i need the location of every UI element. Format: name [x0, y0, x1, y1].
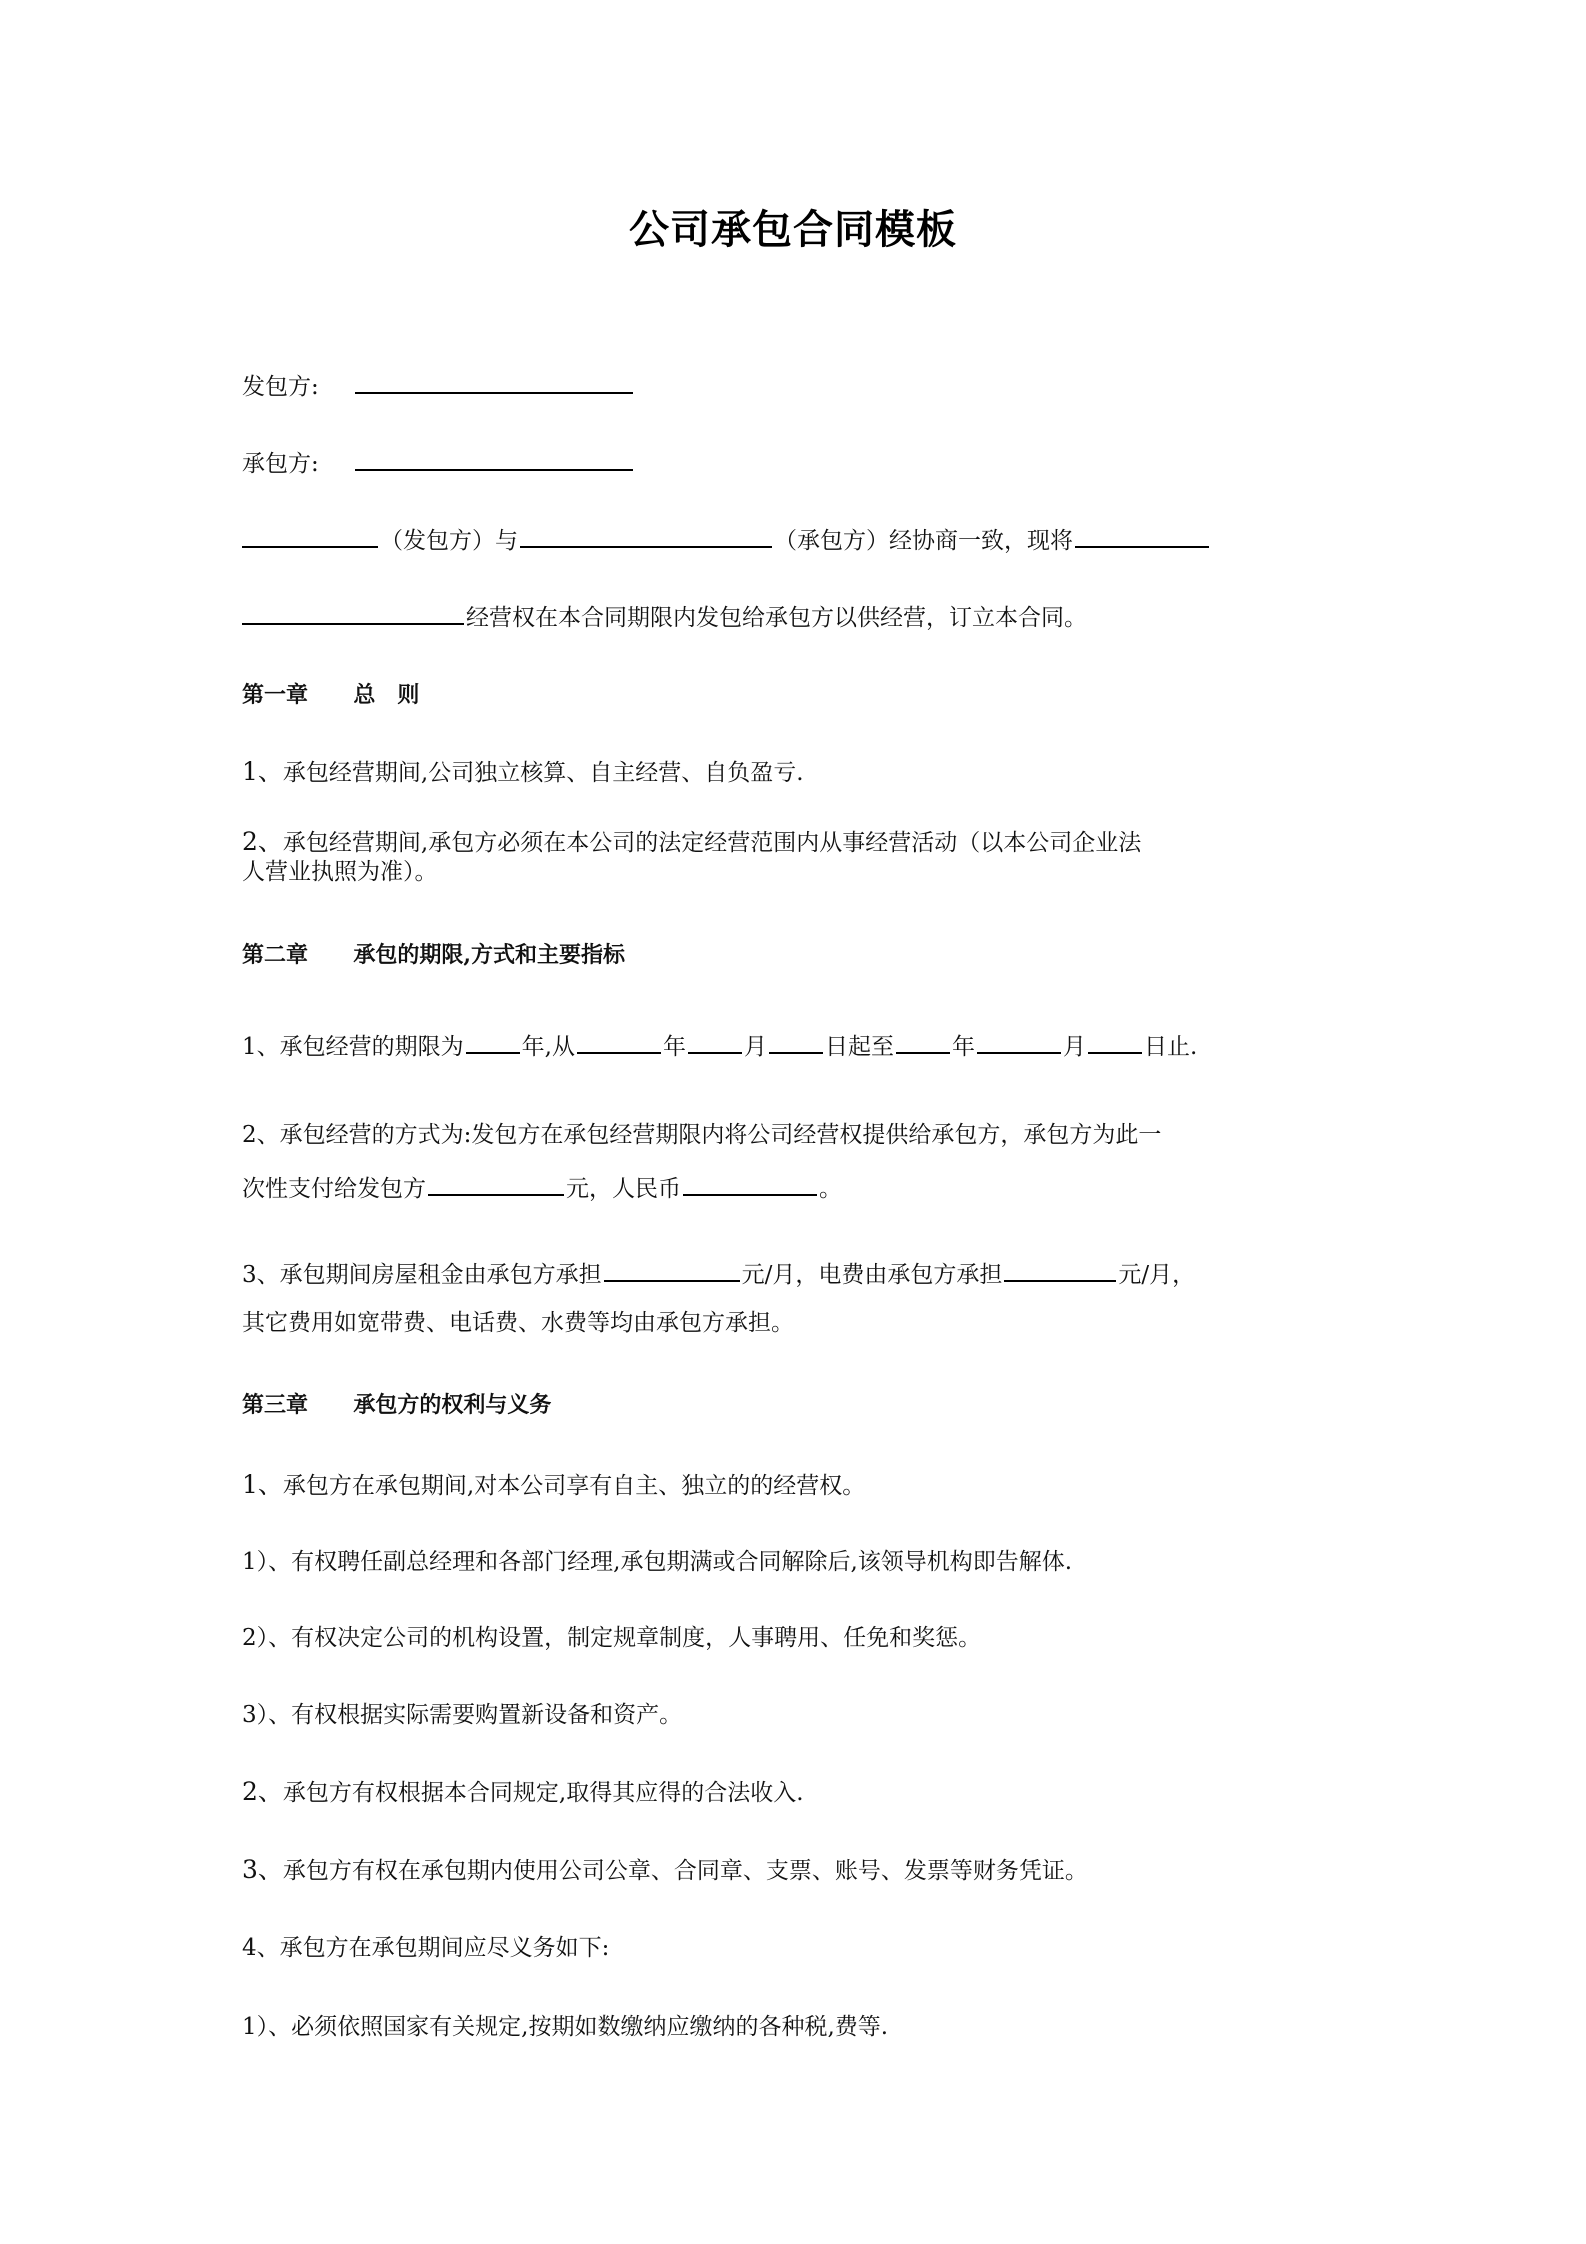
chapter-3-number: 第三章	[242, 1392, 309, 1418]
item-number: 2、	[242, 1777, 283, 1806]
chapter-2-item-2	[242, 1120, 1352, 1150]
item-text: 有权聘任副总经理和各部门经理,承包期满或合同解除后,该领导机构即告解体.	[291, 1549, 1073, 1575]
issuer-blank-field[interactable]	[355, 370, 633, 394]
term-text: 年,从	[521, 1034, 575, 1060]
contractor-label: 承包方:	[242, 451, 319, 477]
intro-contractor-blank[interactable]	[520, 524, 772, 548]
term-text: 日止.	[1143, 1034, 1198, 1060]
item-number: 1、	[242, 757, 283, 786]
issuer-line	[242, 370, 1352, 402]
intro-object-blank[interactable]	[1075, 524, 1209, 548]
chapter-1-item-2-cont	[242, 857, 1352, 887]
term-text: 年	[662, 1034, 686, 1060]
item-text: 次性支付给发包方	[242, 1176, 426, 1202]
issuer-label: 发包方:	[242, 374, 319, 400]
chapter-3-item	[242, 1855, 1352, 1886]
item-text: 有权根据实际需要购置新设备和资产。	[291, 1702, 683, 1728]
term-text: 年	[951, 1034, 975, 1060]
item-text: 。	[819, 1176, 842, 1202]
rent-amount-blank[interactable]	[604, 1258, 740, 1282]
item-text: 元/月，电费由承包方承担	[741, 1262, 1003, 1288]
item-number: 4、	[242, 1935, 280, 1961]
end-day-blank[interactable]	[1088, 1030, 1142, 1054]
chapter-2-item-3	[242, 1258, 1352, 1290]
contractor-line	[242, 447, 1352, 479]
chapter-3-item	[242, 1623, 1352, 1653]
chapter-1-item-1	[242, 757, 1352, 788]
item-text: 承包经营的方式为:发包方在承包经营期限内将公司经营权提供给承包方，承包方为此一	[279, 1122, 1162, 1148]
item-text-continued: 人营业执照为准）。	[242, 859, 438, 885]
item-number: 2、	[242, 1122, 280, 1148]
intro-object-blank-2[interactable]	[242, 601, 464, 625]
item-text: 其它费用如宽带费、电话费、水费等均由承包方承担。	[242, 1310, 794, 1336]
item-text: 元/月，	[1118, 1262, 1196, 1288]
term-text: 月	[1062, 1034, 1086, 1060]
intro-line-2	[242, 601, 1352, 633]
chapter-1-number: 第一章	[242, 682, 309, 708]
item-number: 3、	[242, 1855, 283, 1884]
chapter-2-number: 第二章	[242, 942, 309, 968]
payment-amount-blank[interactable]	[428, 1172, 564, 1196]
item-text: 必须依照国家有关规定,按期如数缴纳应缴纳的各种税,费等.	[291, 2014, 889, 2040]
end-month-blank[interactable]	[977, 1030, 1061, 1054]
electricity-amount-blank[interactable]	[1004, 1258, 1116, 1282]
chapter-2-heading	[242, 940, 1352, 970]
start-year-blank[interactable]	[577, 1030, 661, 1054]
chapter-2-title: 承包的期限,方式和主要指标	[353, 942, 626, 968]
end-year-blank[interactable]	[896, 1030, 950, 1054]
chapter-3-item	[242, 1700, 1352, 1730]
chapter-1-item-2	[242, 827, 1352, 858]
chapter-3-item	[242, 1933, 1352, 1963]
item-text: 承包经营期间,承包方必须在本公司的法定经营范围内从事经营活动（以本公司企业法	[282, 830, 1142, 856]
item-text: 承包经营期间,公司独立核算、自主经营、自负盈亏.	[282, 760, 804, 786]
item-number: 3、	[242, 1262, 280, 1288]
chapter-2-item-1	[242, 1030, 1352, 1062]
start-month-blank[interactable]	[688, 1030, 742, 1054]
chapter-3-title: 承包方的权利与义务	[353, 1392, 552, 1418]
chapter-1-title: 总 则	[353, 682, 420, 708]
item-text: 承包方有权在承包期内使用公司公章、合同章、支票、账号、发票等财务凭证。	[282, 1858, 1088, 1884]
chapter-3-item	[242, 2012, 1352, 2042]
chapter-3-heading	[242, 1390, 1352, 1420]
term-text: 日起至	[824, 1034, 894, 1060]
payment-rmb-blank[interactable]	[683, 1172, 817, 1196]
start-day-blank[interactable]	[769, 1030, 823, 1054]
item-number: 1）、	[242, 1549, 292, 1575]
term-text: 月	[743, 1034, 767, 1060]
contractor-blank-field[interactable]	[355, 447, 633, 471]
chapter-2-item-3-cont	[242, 1308, 1352, 1338]
chapter-3-item	[242, 1777, 1352, 1808]
intro-text-1: （发包方）与	[380, 528, 518, 554]
item-text: 承包方在承包期间应尽义务如下:	[279, 1935, 610, 1961]
item-number: 2）、	[242, 1625, 292, 1651]
intro-text-2: （承包方）经协商一致，现将	[774, 528, 1073, 554]
item-number: 1、	[242, 1470, 283, 1499]
chapter-3-item	[242, 1547, 1352, 1577]
item-text: 元，人民币	[566, 1176, 681, 1202]
item-number: 2、	[242, 827, 283, 856]
chapter-3-item	[242, 1470, 1352, 1501]
chapter-1-heading	[242, 680, 1352, 710]
item-number: 1）、	[242, 2014, 292, 2040]
item-number: 3）、	[242, 1702, 292, 1728]
intro-text-3: 经营权在本合同期限内发包给承包方以供经营，订立本合同。	[466, 605, 1087, 631]
intro-line-1	[242, 524, 1352, 556]
term-text: 承包经营的期限为	[279, 1034, 464, 1060]
document-title: 公司承包合同模板	[629, 207, 957, 253]
term-years-blank[interactable]	[466, 1030, 520, 1054]
item-text: 承包方有权根据本合同规定,取得其应得的合法收入.	[282, 1780, 804, 1806]
intro-issuer-blank[interactable]	[242, 524, 378, 548]
item-text: 承包方在承包期间,对本公司享有自主、独立的的经营权。	[282, 1473, 866, 1499]
item-text: 有权决定公司的机构设置，制定规章制度，人事聘用、任免和奖惩。	[291, 1625, 982, 1651]
chapter-2-item-2-cont	[242, 1172, 1352, 1204]
item-number: 1、	[242, 1034, 280, 1060]
item-text: 承包期间房屋租金由承包方承担	[279, 1262, 602, 1288]
